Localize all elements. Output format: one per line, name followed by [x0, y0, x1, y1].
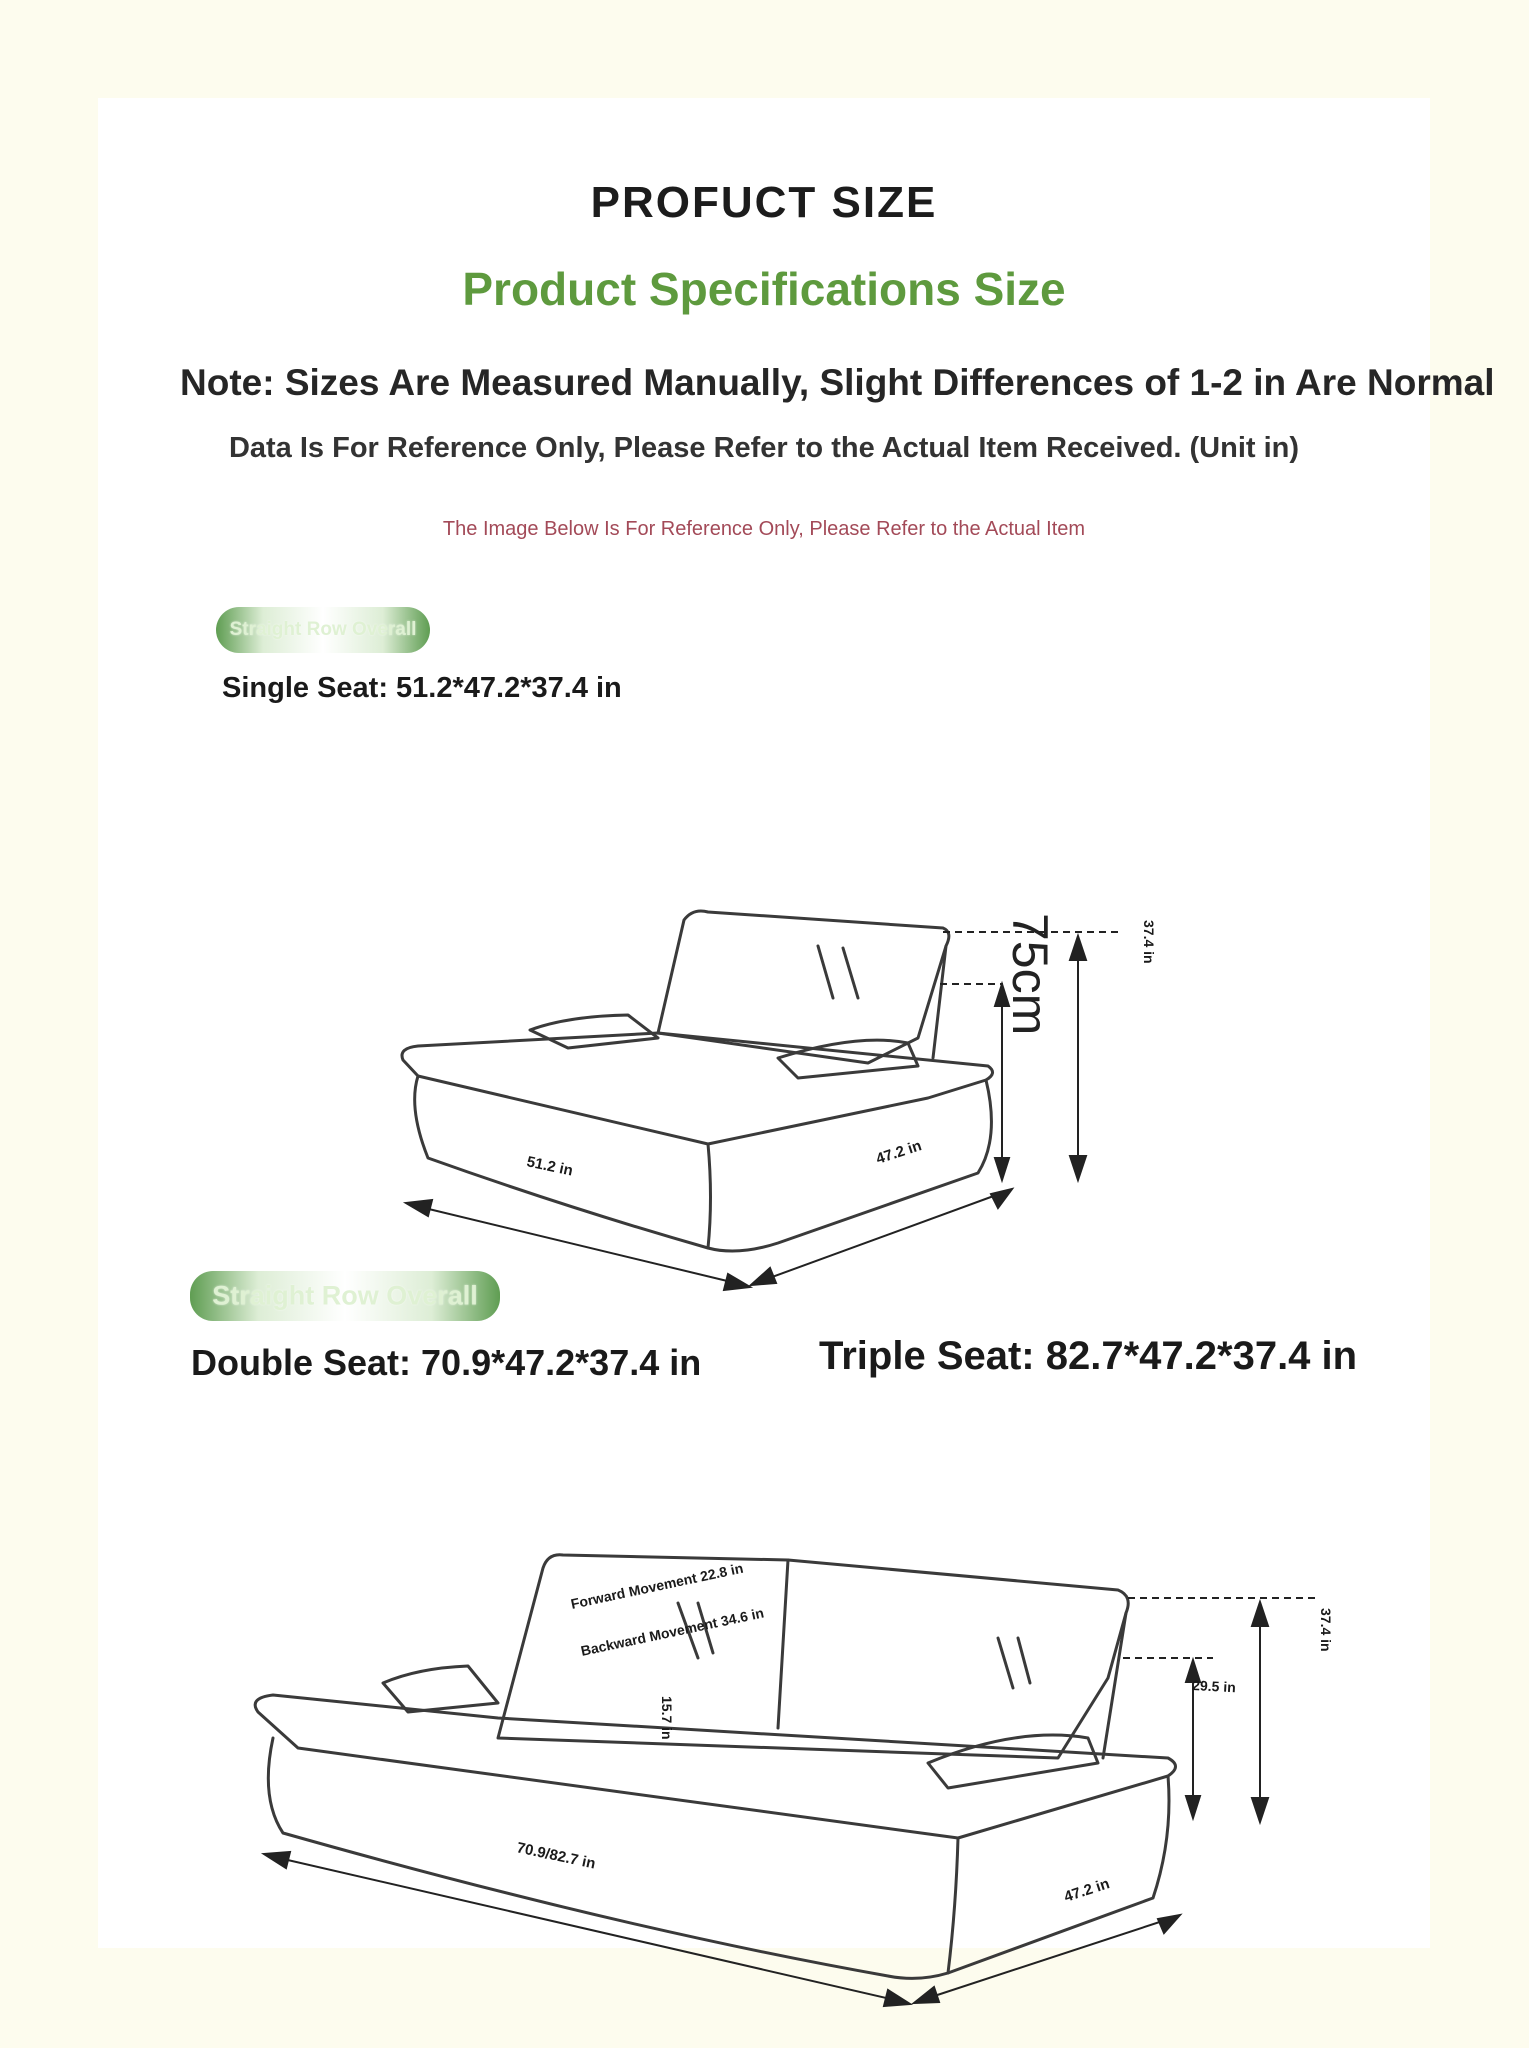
- single-width-label: 51.2 in: [525, 1153, 575, 1180]
- seat-thickness-label: 15.7 in: [659, 1696, 675, 1740]
- multi-height-label: 37.4 in: [1318, 1608, 1334, 1652]
- page-title: PROFUCT SIZE: [590, 178, 938, 227]
- measurement-note: Note: Sizes Are Measured Manually, Slight Differences of 1-2 in Are Normal: [180, 362, 1495, 403]
- image-disclaimer: The Image Below Is For Reference Only, Please Refer to the Actual Item: [442, 518, 1086, 540]
- multi-depth-label: 47.2 in: [1061, 1875, 1112, 1906]
- multi-sofa-drawing: [98, 98, 1430, 1948]
- forward-movement-label: Forward Movement 22.8 in: [569, 1559, 745, 1612]
- backward-movement-label: Backward Movement 34.6 in: [579, 1604, 766, 1659]
- single-seat-label: Single Seat: 51.2*47.2*37.4 in: [222, 672, 622, 704]
- single-badge-label: Straight Row Overall: [229, 619, 417, 640]
- triple-seat-label: Triple Seat: 82.7*47.2*37.4 in: [819, 1334, 1358, 1378]
- page-subtitle: Product Specifications Size: [462, 263, 1066, 315]
- single-seat-height-label: 75cm: [1002, 913, 1058, 1036]
- single-depth-label: 47.2 in: [873, 1137, 924, 1168]
- multi-width-label: 70.9/82.7 in: [515, 1839, 598, 1873]
- spec-card: [98, 98, 1495, 1948]
- multi-seat-height-label: 29.5 in: [1191, 1677, 1237, 1696]
- single-height-label: 37.4 in: [1141, 920, 1157, 964]
- multi-badge-label: Straight Row Overall: [212, 1280, 478, 1311]
- double-seat-label: Double Seat: 70.9*47.2*37.4 in: [191, 1342, 702, 1383]
- reference-note: Data Is For Reference Only, Please Refer to the Actual Item Received. (Unit in): [228, 432, 1300, 464]
